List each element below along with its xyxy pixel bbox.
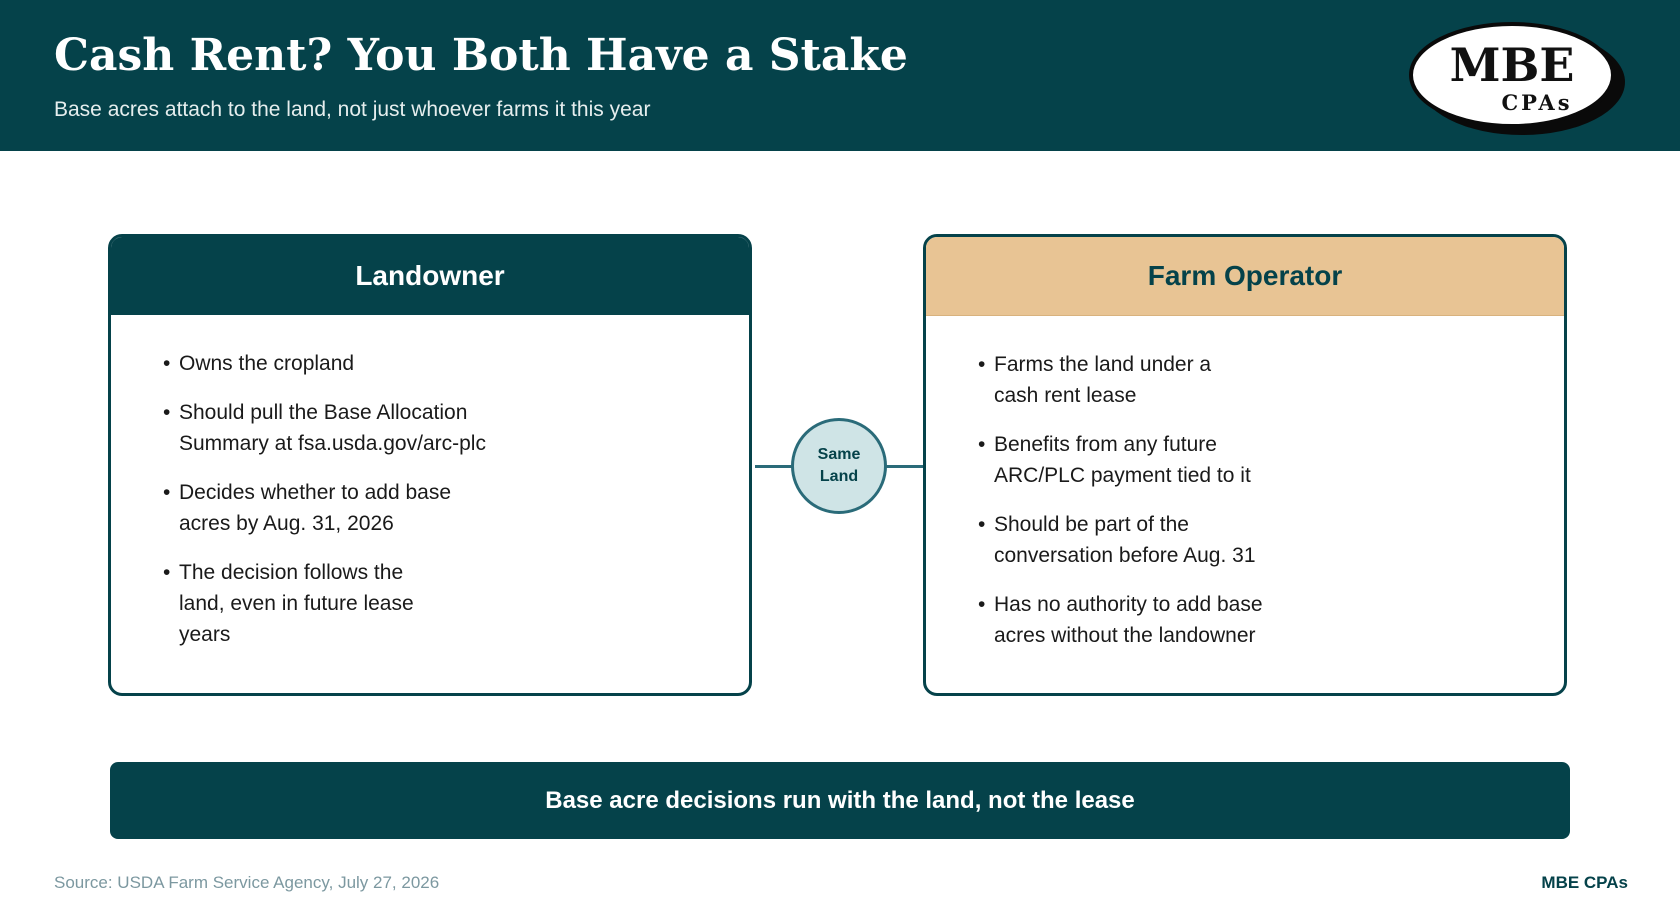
landowner-bullet: • Decides whether to add base acres by Aug. 31, 2026 [159,477,454,539]
footer-brand: MBE CPAs [1541,873,1628,892]
svg-text:MBE: MBE [1449,38,1575,92]
operator-card-title: Farm Operator [926,237,1564,316]
same-land-badge [791,418,887,514]
landowner-bullet-list [111,315,749,650]
landowner-bullet: • The decision follows the land, even in future lease years [159,557,454,650]
operator-bullet-list [926,316,1564,651]
landowner-bullet: • Should pull the Base Allocation Summary at fsa.usda.gov/arc-plc [159,397,489,459]
mbe-logo [1405,20,1630,140]
operator-bullet: • Should be part of the conversation before Aug. 31 [974,509,1269,571]
operator-bullet: • Has no authority to add base acres without the landowner [974,589,1279,651]
landowner-card [108,234,752,696]
page-title: Cash Rent? You Both Have a Stake [54,30,908,81]
badge-line-2: Land [819,468,859,485]
page-subtitle: Base acres attach to the land, not just whoever farms it this year [54,98,651,121]
connector-line-left [755,465,793,468]
landowner-bullet: • Owns the cropland [159,348,479,379]
header-bar [0,0,1680,151]
farm-operator-card [923,234,1567,696]
operator-bullet: • Benefits from any future ARC/PLC payment tied to it [974,429,1259,491]
operator-bullet: • Farms the land under a cash rent lease [974,349,1259,411]
connector-line-right [885,465,926,468]
summary-banner: Base acre decisions run with the land, not the lease [110,762,1570,839]
badge-line-1: Same [817,446,861,463]
landowner-card-title: Landowner [111,237,749,315]
source-note: Source: USDA Farm Service Agency, July 27, 2026 [54,873,440,892]
svg-text:CPAs: CPAs [1501,90,1573,115]
